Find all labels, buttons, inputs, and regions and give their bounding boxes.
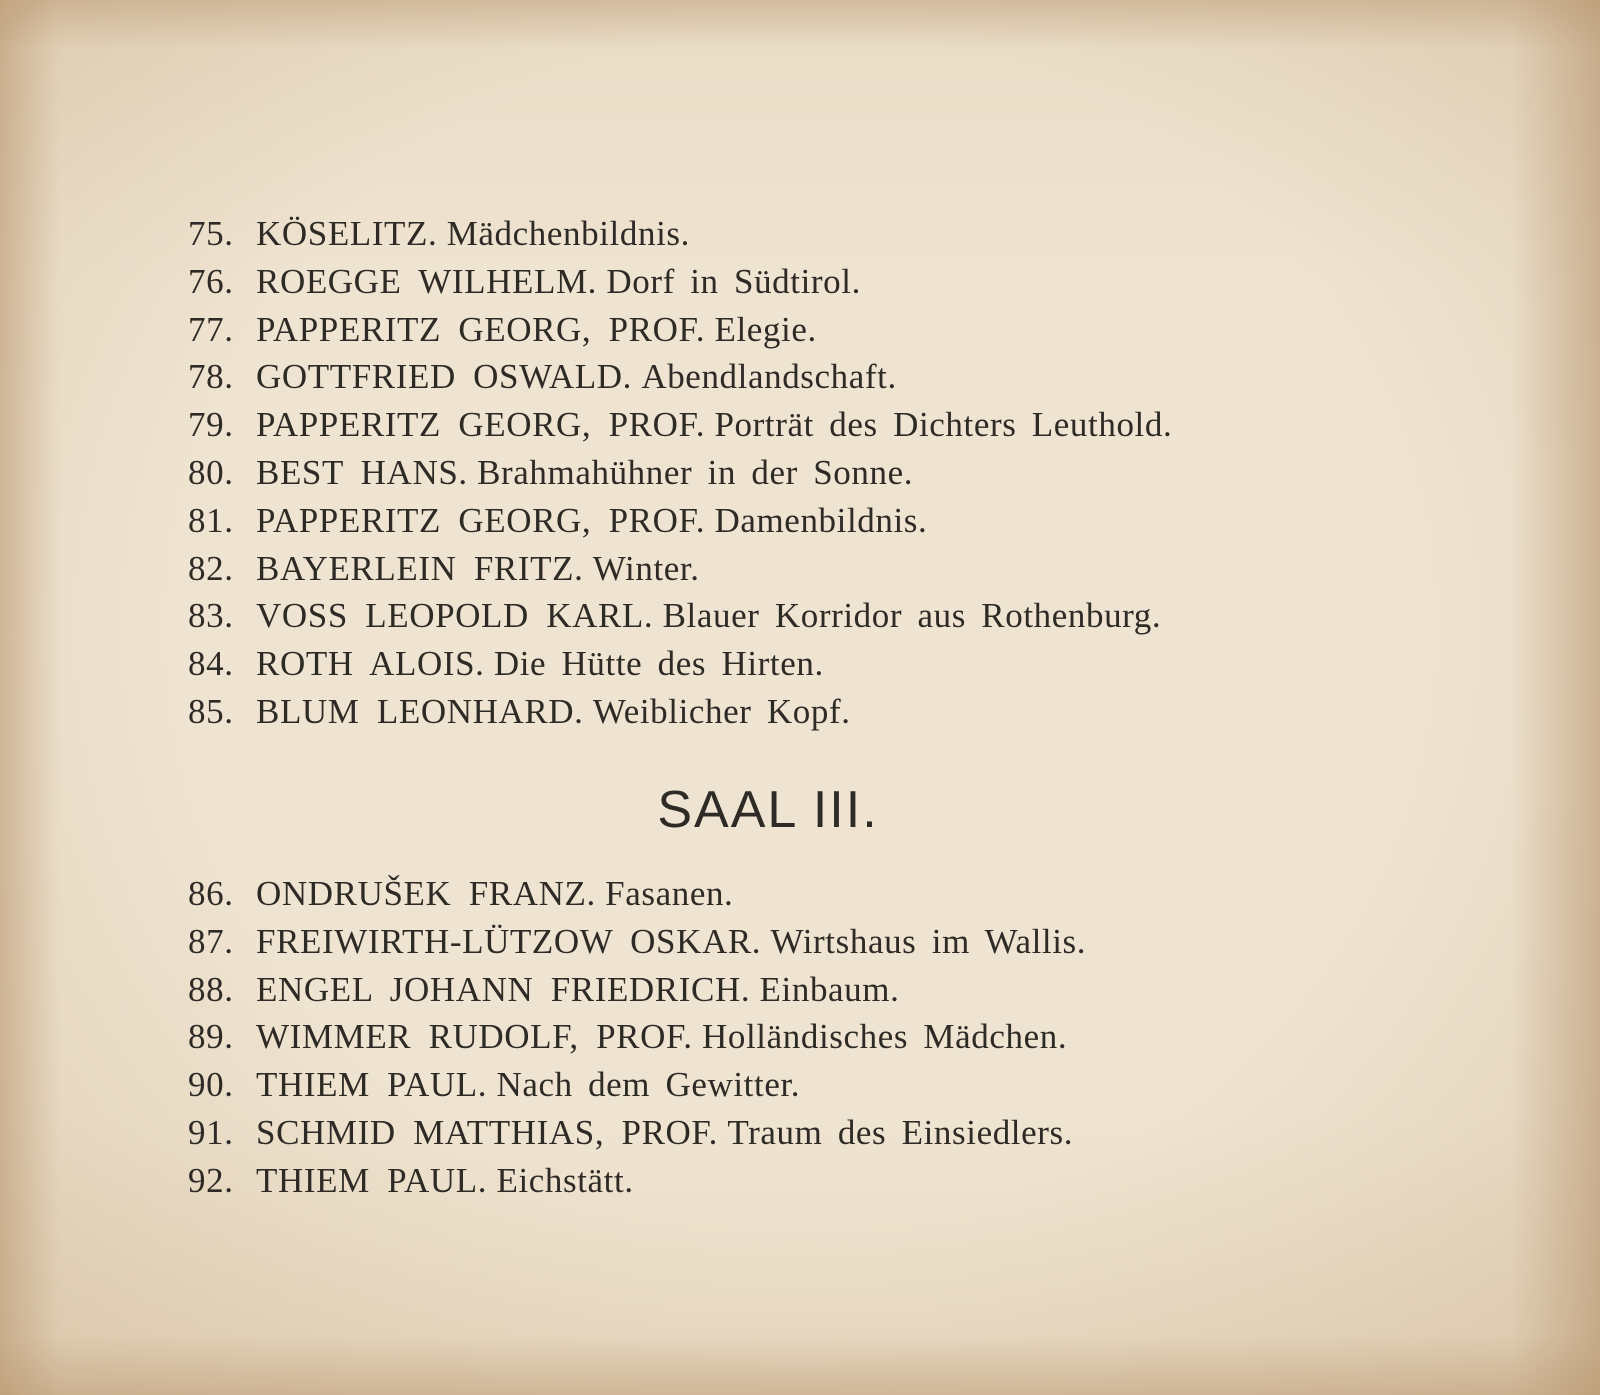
entry-number: 76. xyxy=(188,261,234,301)
entry-number: 88. xyxy=(188,969,234,1009)
entry-number: 78. xyxy=(188,357,234,397)
catalog-entry xyxy=(188,258,1172,306)
entry-number: 84. xyxy=(188,644,234,684)
section-heading-saal-iii: SAAL III. xyxy=(657,781,879,839)
catalog-entry xyxy=(188,1109,1086,1157)
entry-title: Blauer Korridor aus Rothenburg. xyxy=(662,596,1162,636)
catalog-entry xyxy=(188,545,1172,593)
entry-title: Dorf in Südtirol. xyxy=(606,261,861,301)
catalog-entry xyxy=(188,449,1172,497)
catalog-entry xyxy=(188,688,1172,736)
entry-title: Fasanen. xyxy=(605,874,734,913)
entry-artist: ROEGGE WILHELM. xyxy=(256,261,598,301)
entry-artist: WIMMER RUDOLF, PROF. xyxy=(256,1017,693,1057)
entry-title: Eichstätt. xyxy=(496,1160,634,1200)
entry-number: 90. xyxy=(188,1065,234,1105)
page-edge-shading-bottom xyxy=(0,1335,1600,1395)
entry-number: 85. xyxy=(188,691,234,731)
catalog-entry xyxy=(188,640,1172,688)
page-edge-shading-top xyxy=(0,0,1600,50)
entry-artist: GOTTFRIED OSWALD. xyxy=(256,357,632,397)
page-edge-shading-left xyxy=(0,0,60,1395)
entry-artist: VOSS LEOPOLD KARL. xyxy=(256,596,654,636)
entry-artist: SCHMID MATTHIAS, PROF. xyxy=(256,1112,719,1152)
catalog-entry xyxy=(188,353,1172,401)
entry-number: 81. xyxy=(188,500,234,540)
entry-number: 77. xyxy=(188,309,234,349)
entry-title: Abendlandschaft. xyxy=(641,357,897,397)
catalog-entry xyxy=(188,918,1086,966)
entry-number: 82. xyxy=(188,548,234,588)
entry-number: 91. xyxy=(188,1112,234,1152)
entry-number: 83. xyxy=(188,596,234,636)
entry-number: 92. xyxy=(188,1160,234,1200)
entry-number: 80. xyxy=(188,452,234,492)
entry-artist: PAPPERITZ GEORG, PROF. xyxy=(256,405,706,445)
catalog-entry xyxy=(188,401,1172,449)
catalog-entry xyxy=(188,966,1086,1014)
entry-artist: ENGEL JOHANN FRIEDRICH. xyxy=(256,969,751,1009)
entry-title: Die Hütte des Hirten. xyxy=(493,644,824,684)
catalog-entry xyxy=(188,210,1172,258)
entry-number: 86. xyxy=(188,874,234,913)
catalog-entry xyxy=(188,1061,1086,1109)
catalog-entry xyxy=(188,497,1172,545)
entry-number: 79. xyxy=(188,405,234,445)
catalog-entry xyxy=(188,1013,1086,1061)
entry-artist: BLUM LEONHARD. xyxy=(256,691,584,731)
entry-number: 75. xyxy=(188,214,234,253)
entry-title: Nach dem Gewitter. xyxy=(496,1065,801,1105)
entry-artist: KÖSELITZ. xyxy=(256,214,438,253)
entry-artist: ONDRUŠEK FRANZ. xyxy=(256,874,596,913)
entry-title: Porträt des Dichters Leuthold. xyxy=(714,405,1173,445)
entry-artist: PAPPERITZ GEORG, PROF. xyxy=(256,500,706,540)
entry-number: 89. xyxy=(188,1017,234,1057)
entry-title: Weiblicher Kopf. xyxy=(592,691,851,731)
entry-title: Winter. xyxy=(592,548,700,588)
entry-title: Damenbildnis. xyxy=(714,500,928,540)
entry-artist: FREIWIRTH-LÜTZOW OSKAR. xyxy=(256,921,762,961)
entry-title: Elegie. xyxy=(714,309,817,349)
page-edge-shading-right xyxy=(1510,0,1600,1395)
catalog-list-saal-iii xyxy=(188,870,1086,1205)
entry-title: Wirtshaus im Wallis. xyxy=(770,921,1087,961)
entry-artist: THIEM PAUL. xyxy=(256,1065,488,1105)
catalog-entry xyxy=(188,306,1172,354)
catalog-entry xyxy=(188,870,1086,918)
entry-artist: BAYERLEIN FRITZ. xyxy=(256,548,584,588)
entry-artist: BEST HANS. xyxy=(256,452,468,492)
entry-artist: PAPPERITZ GEORG, PROF. xyxy=(256,309,706,349)
entry-title: Einbaum. xyxy=(759,969,900,1009)
catalog-entry xyxy=(188,1157,1086,1205)
catalog-entry xyxy=(188,592,1172,640)
entry-artist: ROTH ALOIS. xyxy=(256,644,485,684)
entry-title: Mädchenbildnis. xyxy=(446,214,690,253)
entry-title: Brahmahühner in der Sonne. xyxy=(477,452,914,492)
entry-title: Traum des Einsiedlers. xyxy=(727,1112,1074,1152)
entry-artist: THIEM PAUL. xyxy=(256,1160,488,1200)
entry-title: Holländisches Mädchen. xyxy=(701,1017,1068,1057)
entry-number: 87. xyxy=(188,921,234,961)
catalog-list-saal-ii xyxy=(188,210,1172,736)
